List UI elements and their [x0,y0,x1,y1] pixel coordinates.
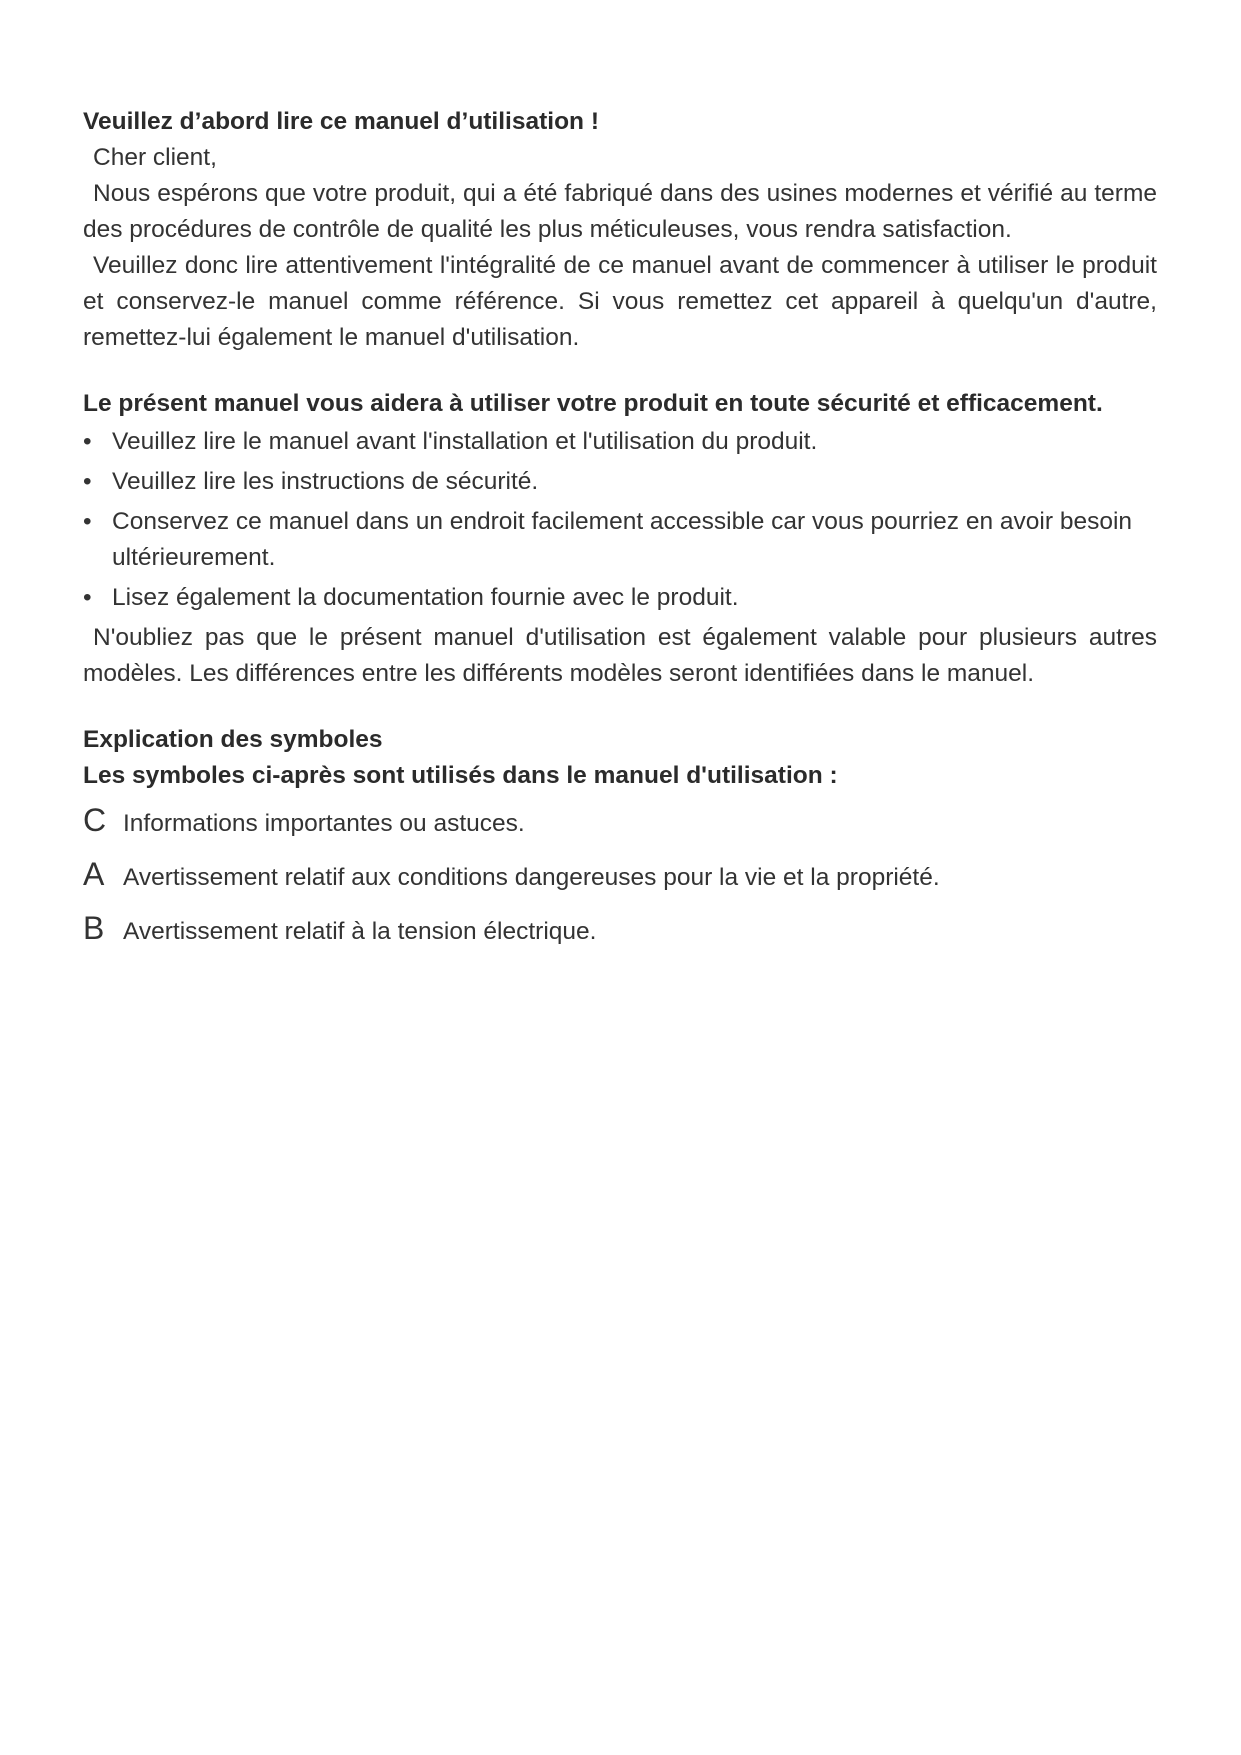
section-gap [83,356,1157,386]
symbol-row-info [83,802,1157,842]
list-item-text: Lisez également la documentation fournie avec le produit. [112,584,739,611]
models-note: N'oubliez pas que le présent manuel d'utilisation est également valable pour plusieurs autres modèles. Les différences entre les différents modèles seront identifiées dans le manuel. [83,624,1157,687]
symbol-description: Avertissement relatif à la tension électrique. [123,918,597,945]
section-gap [83,692,1157,722]
symbol-row-voltage [83,910,1157,950]
intro-paragraph-1: Nous espérons que votre produit, qui a été fabriqué dans des usines modernes et vérifié au terme des procédures de contrôle de qualité les plus méticuleuses, vous rendra satisfaction. [83,180,1157,243]
list-item-text: Veuillez lire les instructions de sécurité. [112,468,539,495]
list-item-text: Conservez ce manuel dans un endroit facilement accessible car vous pourriez en avoir besoin ultérieurement. [112,508,1133,571]
bullet-icon: • [83,468,92,495]
symbol-row-danger [83,856,1157,896]
warning-symbol-icon: A [83,856,105,892]
symbols-heading: Explication des symboles [83,726,383,753]
symbol-description: Informations importantes ou astuces. [123,810,525,837]
help-bullet-list [83,424,1157,616]
bullet-icon: • [83,428,92,455]
manual-page [83,104,1157,964]
intro-paragraph-2: Veuillez donc lire attentivement l'intégralité de ce manuel avant de commencer à utiliser le produit et conservez-le manuel comme référence. Si vous remettez cet appareil à quelqu'un d'autre, remettez-lui également le manuel d'utilisation. [83,252,1157,351]
symbol-list [83,802,1157,950]
voltage-symbol-icon: B [83,910,105,946]
symbol-description: Avertissement relatif aux conditions dangereuses pour la vie et la propriété. [123,864,940,891]
help-heading: Le présent manuel vous aidera à utiliser votre produit en toute sécurité et efficacement. [83,390,1103,417]
list-item [83,580,1157,616]
list-item [83,424,1157,460]
bullet-icon: • [83,584,92,611]
symbols-subheading: Les symboles ci-après sont utilisés dans le manuel d'utilisation : [83,762,838,789]
info-symbol-icon: C [83,802,107,838]
list-item [83,464,1157,500]
greeting: Cher client, [93,144,217,171]
intro-heading: Veuillez d’abord lire ce manuel d’utilisation ! [83,108,599,135]
list-item-text: Veuillez lire le manuel avant l'installation et l'utilisation du produit. [112,428,818,455]
bullet-icon: • [83,508,92,535]
list-item [83,504,1157,576]
